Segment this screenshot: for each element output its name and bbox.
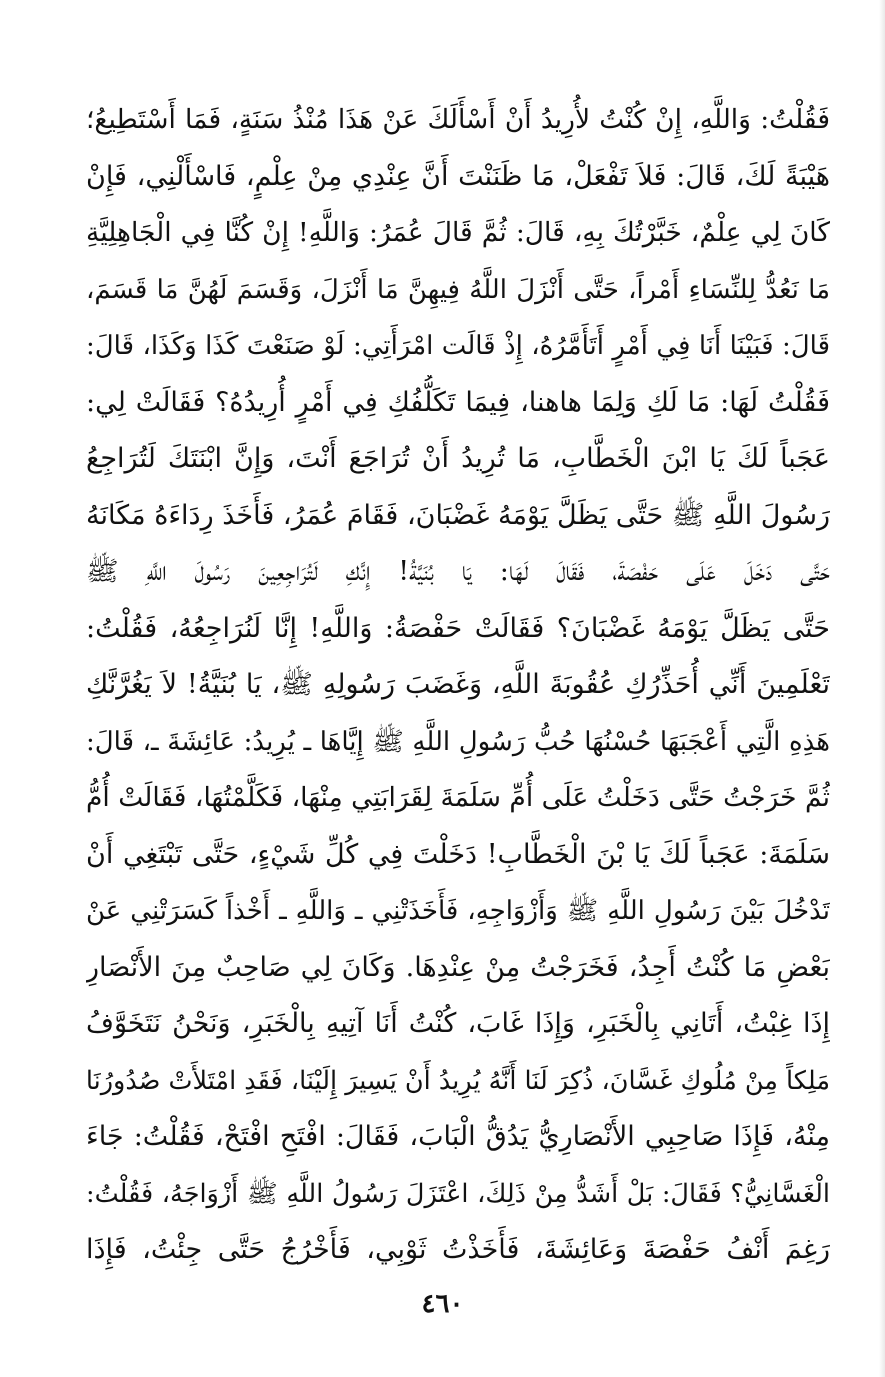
text-line: إِذَا غِبْتُ، أَتَانِي بِالْخَبَرِ، وَإِذَا غَابَ، كُنْتُ أَنَا آتِيهِ بِالْخَبَرِ، وَنَحْنُ نَتَخَوَّفُ [86,1008,830,1039]
text-line: رَغِمَ أَنْفُ حَفْصَةَ وَعَائِشَةَ، فَأَخَذْتُ ثَوْبِي، فَأَخْرُجُ حَتَّى جِئْتُ، فَإِذَا [86,1234,830,1265]
text-line: مَلِكاً مِنْ مُلُوكِ غَسَّانَ، ذُكِرَ لَنَا أَنَّهُ يُرِيدُ أَنْ يَسِيرَ إِلَيْنَا، فَقَدِ امْتَلأَتْ صُدُورُنَا [86,1065,830,1096]
text-line: بَعْضِ مَا كُنْتُ أَجِدُ، فَخَرَجْتُ مِنْ عِنْدِهَا. وَكَانَ لِي صَاحِبٌ مِنَ الأَنْصَارِ [86,951,830,983]
text-line: هَذِهِ الَّتِي أَعْجَبَهَا حُسْنُهَا حُبُّ رَسُولِ اللَّهِ ﷺ إِيَّاهَا ـ يُرِيدُ: عَائِشَةَ ـ، قَالَ: [86,726,830,757]
text-line: كَانَ لِي عِلْمٌ، خَبَّرْتُكَ بِهِ، قَالَ: ثُمَّ قَالَ عُمَرُ: وَاللَّهِ! إِنْ كُنَّا فِي الْجَاهِلِيَّةِ [86,217,830,248]
text-line: تَدْخُلَ بَيْنَ رَسُولِ اللَّهِ ﷺ وَأَزْوَاجِهِ، فَأَخَذَتْنِي ـ وَاللَّهِ ـ أَخْذاً كَسَرَتْنِي عَنْ [86,896,830,926]
body-text [86,92,830,1279]
text-line: مَا نَعُدُّ لِلنِّسَاءِ أَمْراً، حَتَّى أَنْزَلَ اللَّهُ فِيهِنَّ مَا أَنْزَلَ، وَقَسَمَ لَهُنَّ مَا قَسَمَ، [86,274,830,305]
text-line: قَالَ: فَبَيْنَا أَنَا فِي أَمْرٍ أَتَأَمَّرُهُ، إِذْ قَالَت امْرَأَتِي: لَوْ صَنَعْتَ كَذَا وَكَذَا، قَالَ: [86,331,830,361]
text-line: فَقُلْتُ: وَاللَّهِ، إِنْ كُنْتُ لأُرِيدُ أَنْ أَسْأَلَكَ عَنْ هَذَا مُنْذُ سَنَةٍ، فَمَا أَسْتَطِيعُ؛ [86,104,830,135]
text-line: هَيْبَةً لَكَ، قَالَ: فَلاَ تَفْعَلْ، مَا ظَنَنْتَ أَنَّ عِنْدِي مِنْ عِلْمٍ، فَاسْأَلْنِي، فَإِنْ [86,160,830,192]
text-line: سَلَمَةَ: عَجَباً لَكَ يَا بْنَ الْخَطَّابِ! دَخَلْتَ فِي كُلِّ شَيْءٍ، حَتَّى تَبْتَغِي أَنْ [86,838,830,870]
text-line: رَسُولَ اللَّهِ ﷺ حَتَّى يَظَلَّ يَوْمَهُ غَضْبَانَ، فَقَامَ عُمَرُ، فَأَخَذَ رِدَاءَهُ مَكَانَهُ [86,499,830,531]
text-line: حَتَّى دَخَلَ عَلَى حَفْصَةَ، فَقَالَ لَهَا: يَا بُنَيَّةُ! إِنَّكِ لَتُرَاجِعِينَ رَسُولَ اللَّهِ ﷺ [86,556,830,587]
text-line: حَتَّى يَظَلَّ يَوْمَهُ غَضْبَانَ؟ فَقَالَتْ حَفْصَةُ: وَاللَّهِ! إِنَّا لَنُرَاجِعُهُ، فَقُلْتُ: [86,612,830,644]
text-line: الْغَسَّانِيُّ؟ فَقَالَ: بَلْ أَشَدُّ مِنْ ذَلِكَ، اعْتَزَلَ رَسُولُ اللَّهِ ﷺ أَزْوَاجَهُ، فَقُلْتُ: [86,1178,830,1209]
text-line: مِنْهُ، فَإِذَا صَاحِبِي الأَنْصَارِيُّ يَدُقُّ الْبَابَ، فَقَالَ: افْتَحِ افْتَحْ، فَقُلْتُ: جَاءَ [86,1121,830,1152]
text-line: تَعْلَمِينَ أَنِّي أُحَذِّرُكِ عُقُوبَةَ اللَّهِ، وَغَضَبَ رَسُولِهِ ﷺ، يَا بُنَيَّةُ! لاَ يَغُرَّنَّكِ [86,669,830,700]
text-line: عَجَباً لَكَ يَا ابْنَ الْخَطَّابِ، مَا تُرِيدُ أَنْ تُرَاجَعَ أَنْتَ، وَإِنَّ ابْنَتَكَ لَتُرَاجِعُ [86,443,830,474]
text-line: فَقُلْتُ لَهَا: مَا لَكِ وَلِمَا هاهنا، فِيمَا تَكَلُّفُكِ فِي أَمْرٍ أُرِيدُهُ؟ فَقَالَتْ لِي: [86,386,830,418]
page-edge-shadow [879,0,885,1377]
page-number: ٤٦٠ [421,1289,464,1319]
text-line: ثُمَّ خَرَجْتُ حَتَّى دَخَلْتُ عَلَى أُمِّ سَلَمَةَ لِقَرَابَتِي مِنْهَا، فَكَلَّمْتُهَا، فَقَالَتْ أُمُّ [86,782,830,813]
